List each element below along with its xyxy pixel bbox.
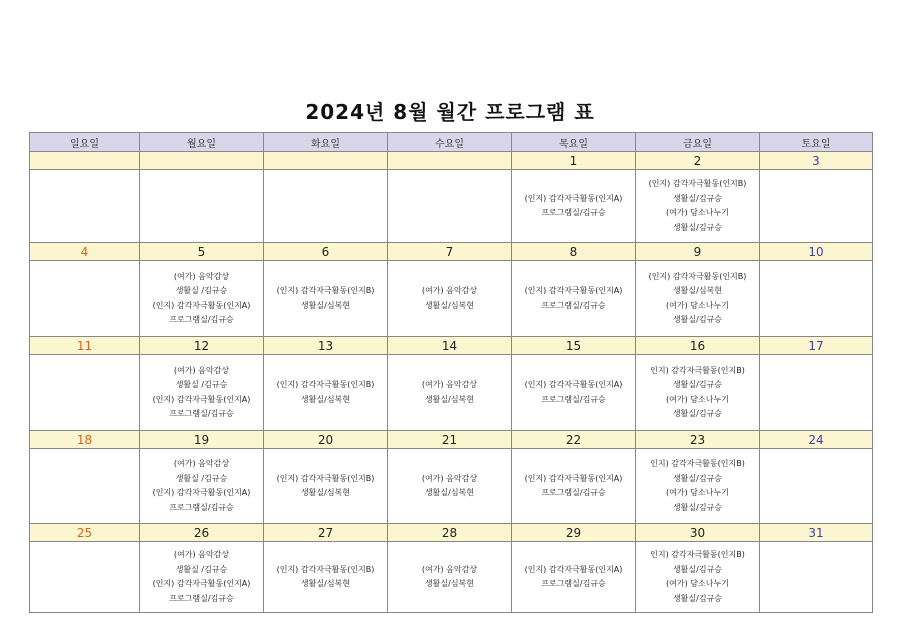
program-row — [30, 542, 873, 613]
program-line: 생활실/김규승 — [672, 222, 723, 232]
program-cell — [140, 449, 264, 524]
program-line: (인지) 감각자극활동(인지A) — [152, 488, 251, 497]
date-cell: 4 — [30, 243, 140, 261]
program-cell — [264, 449, 388, 524]
program-line: (여가) 음악감상 — [421, 473, 478, 483]
program-line: 생활실/김규승 — [672, 409, 723, 418]
program-line: 생활실 /김규승 — [175, 473, 228, 483]
program-cell — [140, 261, 264, 337]
program-cell — [264, 542, 388, 613]
date-cell: 3 — [760, 152, 873, 170]
program-line: (인지) 감각자극활동(인지B) — [276, 564, 375, 574]
program-cell — [636, 355, 760, 431]
program-line: 생활실/김규승 — [672, 593, 723, 603]
program-cell — [760, 449, 873, 524]
program-line: (인지) 감각자극활동(인지A) — [524, 286, 623, 295]
program-line: (인지) 감각자극활동(인지A) — [524, 193, 623, 203]
program-cell — [264, 170, 388, 243]
date-cell: 23 — [636, 431, 760, 449]
date-cell: 5 — [140, 243, 264, 261]
date-cell — [140, 152, 264, 170]
program-line: 인지) 감각자극활동(인지B) — [650, 550, 745, 559]
date-cell — [264, 152, 388, 170]
program-cell — [388, 355, 512, 431]
program-line: (인지) 감각자극활동(인지A) — [152, 300, 251, 310]
weekday-header: 토요일 — [760, 133, 873, 152]
program-line: (여가) 음악감상 — [173, 550, 230, 559]
program-line: 생활실 /김규승 — [175, 286, 228, 295]
program-line: 인지) 감각자극활동(인지B) — [650, 365, 745, 375]
program-line: 생활실/김규승 — [672, 193, 723, 203]
program-line: (여가) 음악감상 — [173, 271, 230, 281]
date-cell: 16 — [636, 337, 760, 355]
program-line: (인지) 감각자극활동(인지A) — [524, 380, 623, 389]
program-line: (인지) 감각자극활동(인지A) — [524, 564, 623, 574]
program-line: 생활실/심복현 — [424, 394, 475, 404]
date-cell: 14 — [388, 337, 512, 355]
program-cell — [512, 170, 636, 243]
program-cell — [388, 261, 512, 337]
date-row — [30, 524, 873, 542]
program-line: (인지) 감각자극활동(인지A) — [524, 473, 623, 483]
program-line: 프로그램실/김규승 — [541, 208, 606, 217]
program-line: (여가) 담소나누기 — [666, 208, 729, 217]
program-line: (여가) 담소나누기 — [666, 579, 729, 588]
program-cell — [30, 170, 140, 243]
program-line: 생활실/김규승 — [672, 380, 723, 389]
program-cell — [30, 542, 140, 613]
program-line: 생활실/김규승 — [672, 564, 723, 574]
program-line: (여가) 음악감상 — [421, 380, 478, 389]
program-line: 생활실/심복현 — [300, 394, 351, 404]
program-line: (여가) 음악감상 — [173, 365, 230, 375]
date-cell: 21 — [388, 431, 512, 449]
program-cell — [388, 449, 512, 524]
program-line: 생활실 /김규승 — [175, 564, 228, 574]
page-title: 2024년 8월 월간 프로그램 표 — [305, 100, 595, 124]
date-cell: 12 — [140, 337, 264, 355]
program-cell — [140, 355, 264, 431]
program-line: 프로그램실/김규승 — [541, 394, 606, 404]
date-cell: 26 — [140, 524, 264, 542]
program-line: 인지) 감각자극활동(인지B) — [650, 459, 745, 468]
date-cell: 7 — [388, 243, 512, 261]
date-cell: 28 — [388, 524, 512, 542]
program-cell — [140, 542, 264, 613]
date-cell: 2 — [636, 152, 760, 170]
program-cell — [30, 261, 140, 337]
date-cell: 15 — [512, 337, 636, 355]
program-line: (여가) 담소나누기 — [666, 488, 729, 497]
program-line: 생활실/심복현 — [300, 300, 351, 310]
date-cell: 27 — [264, 524, 388, 542]
date-cell: 20 — [264, 431, 388, 449]
program-line: (여가) 음악감상 — [173, 459, 230, 468]
date-cell: 6 — [264, 243, 388, 261]
date-cell: 24 — [760, 431, 873, 449]
program-line: 생활실/김규승 — [672, 473, 723, 483]
program-line: 생활실/김규승 — [672, 502, 723, 512]
weekday-header: 수요일 — [388, 133, 512, 152]
program-line: (인지) 감각자극활동(인지B) — [648, 179, 747, 188]
program-line: (인지) 감각자극활동(인지B) — [276, 473, 375, 483]
program-cell — [512, 449, 636, 524]
weekday-header: 화요일 — [264, 133, 388, 152]
program-line: 프로그램실/김규승 — [169, 502, 234, 512]
date-cell: 25 — [30, 524, 140, 542]
date-row — [30, 152, 873, 170]
program-line: (여가) 담소나누기 — [666, 300, 729, 310]
weekday-header-row — [30, 133, 873, 152]
date-cell: 29 — [512, 524, 636, 542]
weekday-header: 월요일 — [140, 133, 264, 152]
program-line: (여가) 음악감상 — [421, 564, 478, 574]
program-line: (인지) 감각자극활동(인지A) — [152, 394, 251, 404]
date-cell: 31 — [760, 524, 873, 542]
program-cell — [636, 170, 760, 243]
date-cell: 30 — [636, 524, 760, 542]
program-cell — [512, 542, 636, 613]
program-cell — [388, 542, 512, 613]
program-cell — [636, 542, 760, 613]
date-row — [30, 337, 873, 355]
program-cell — [760, 542, 873, 613]
date-cell: 8 — [512, 243, 636, 261]
date-cell: 22 — [512, 431, 636, 449]
program-cell — [30, 355, 140, 431]
program-line: (여가) 음악감상 — [421, 286, 478, 295]
program-line: (인지) 감각자극활동(인지A) — [152, 579, 251, 588]
program-cell — [264, 261, 388, 337]
program-row — [30, 355, 873, 431]
program-line: 프로그램실/김규승 — [541, 300, 606, 310]
program-cell — [140, 170, 264, 243]
weekday-header: 금요일 — [636, 133, 760, 152]
program-line: (여가) 담소나누기 — [666, 394, 729, 404]
program-line: 생활실/심복현 — [300, 579, 351, 588]
date-cell — [388, 152, 512, 170]
date-cell: 11 — [30, 337, 140, 355]
program-cell — [760, 261, 873, 337]
program-line: 생활실 /김규승 — [175, 380, 228, 389]
program-cell — [760, 355, 873, 431]
program-line: 프로그램실/김규승 — [169, 593, 234, 603]
program-line: 프로그램실/김규승 — [169, 315, 234, 324]
program-cell — [636, 449, 760, 524]
program-cell — [30, 449, 140, 524]
date-cell: 13 — [264, 337, 388, 355]
program-cell — [388, 170, 512, 243]
program-row — [30, 170, 873, 243]
date-row — [30, 431, 873, 449]
program-cell — [636, 261, 760, 337]
program-line: 프로그램실/김규승 — [541, 488, 606, 497]
program-cell — [760, 170, 873, 243]
program-row — [30, 261, 873, 337]
program-line: (인지) 감각자극활동(인지B) — [648, 271, 747, 281]
weekday-header: 일요일 — [30, 133, 140, 152]
date-cell: 9 — [636, 243, 760, 261]
program-line: 생활실/심복현 — [424, 488, 475, 497]
date-cell: 18 — [30, 431, 140, 449]
weekday-header: 목요일 — [512, 133, 636, 152]
program-line: 프로그램실/김규승 — [169, 409, 234, 418]
program-line: 생활실/심복현 — [424, 579, 475, 588]
program-line: (인지) 감각자극활동(인지B) — [276, 380, 375, 389]
date-row — [30, 243, 873, 261]
program-cell — [264, 355, 388, 431]
date-cell: 19 — [140, 431, 264, 449]
program-row — [30, 449, 873, 524]
date-cell: 1 — [512, 152, 636, 170]
program-line: (인지) 감각자극활동(인지B) — [276, 286, 375, 295]
program-line: 생활실/심복현 — [672, 286, 723, 295]
calendar-table — [29, 132, 873, 613]
program-line: 생활실/심복현 — [424, 300, 475, 310]
program-cell — [512, 355, 636, 431]
program-line: 생활실/김규승 — [672, 315, 723, 324]
date-cell: 10 — [760, 243, 873, 261]
program-line: 생활실/심복현 — [300, 488, 351, 497]
date-cell: 17 — [760, 337, 873, 355]
program-cell — [512, 261, 636, 337]
date-cell — [30, 152, 140, 170]
program-line: 프로그램실/김규승 — [541, 579, 606, 588]
